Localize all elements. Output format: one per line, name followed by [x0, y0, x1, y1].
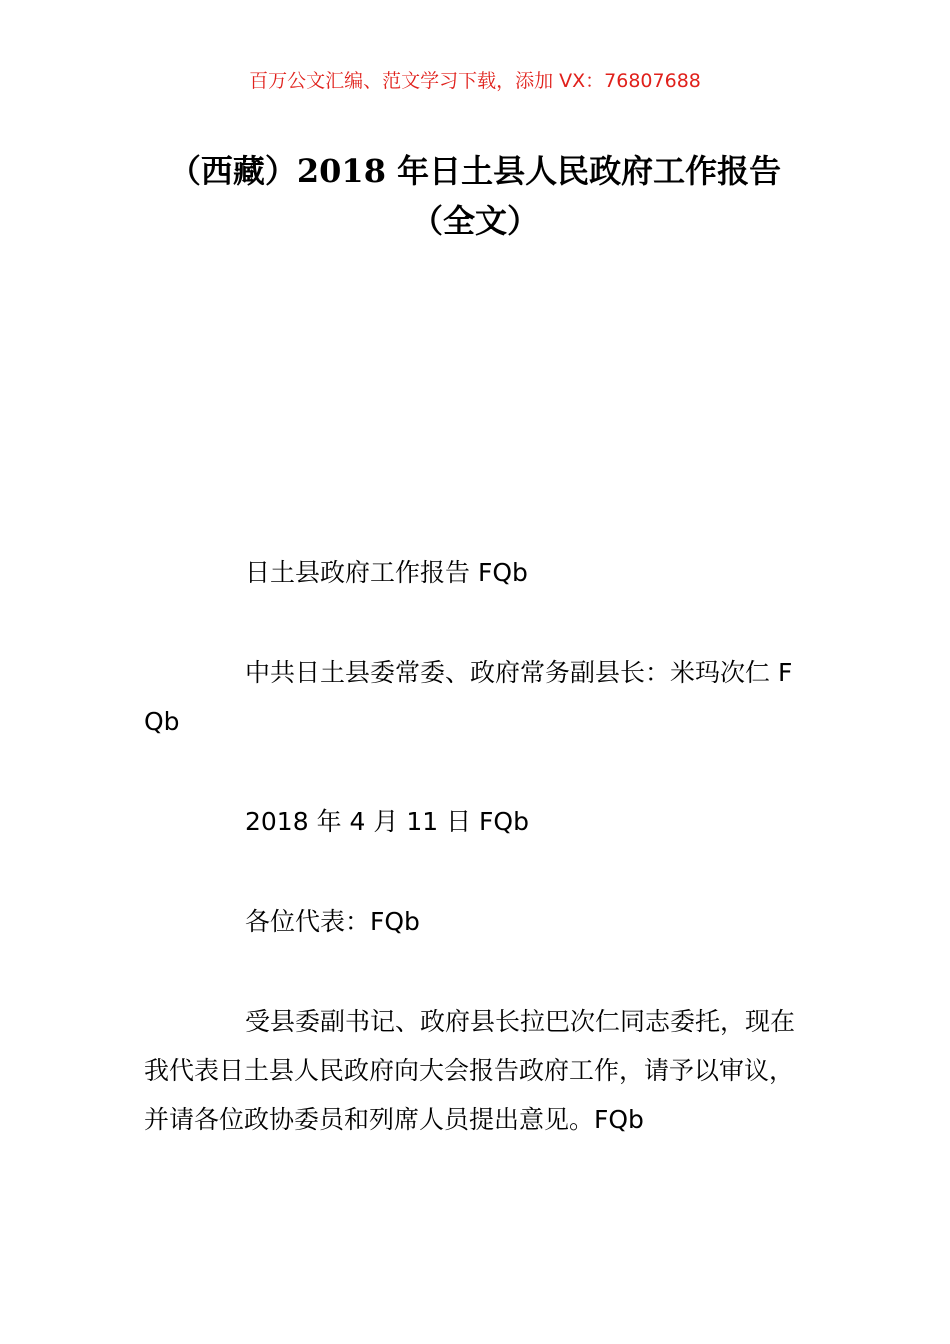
document-title-line-2: （全文）	[410, 202, 539, 240]
paragraph-speaker: 中共日土县委常委、政府常务副县长：米玛次仁 FQb	[144, 658, 793, 736]
document-title-line-1: （西藏）2018 年日土县人民政府工作报告	[168, 152, 782, 190]
paragraph-opening: 受县委副书记、政府县长拉巴次仁同志委托，现在我代表日土县人民政府向大会报告政府工作，请予以审议，并请各位政协委员和列席人员提出意见。FQb	[144, 1007, 796, 1134]
document-title	[120, 146, 830, 246]
paragraph-date: 2018 年 4 月 11 日 FQb	[245, 807, 529, 836]
paragraph-salutation: 各位代表：FQb	[245, 907, 420, 936]
promo-header-note: 百万公文汇编、范文学习下载，添加 VX：76807688	[249, 70, 701, 92]
paragraph-report-name: 日土县政府工作报告 FQb	[245, 558, 528, 587]
